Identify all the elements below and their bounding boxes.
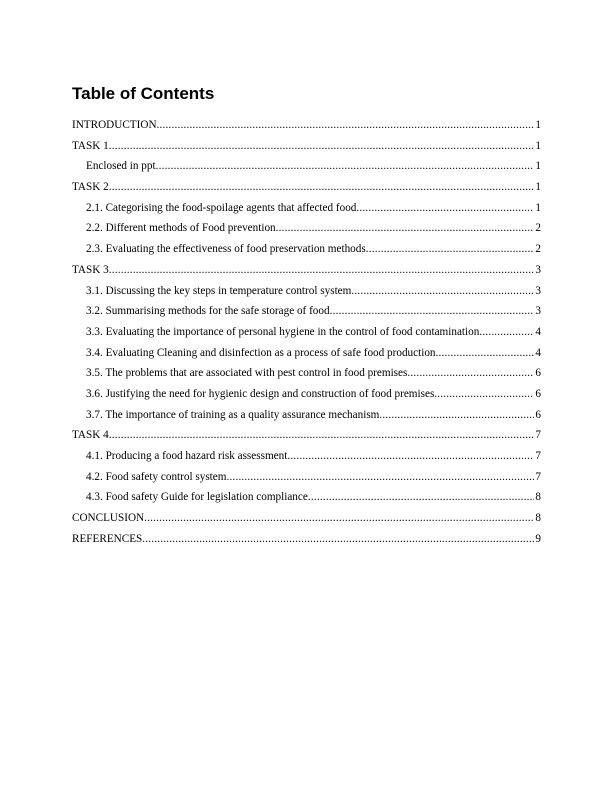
dot-leader: [407, 363, 534, 384]
toc-subentry[interactable]: [72, 301, 541, 322]
toc-entry-text: 4.1. Producing a food hazard risk assessment: [86, 450, 288, 462]
toc-page-number: 8: [535, 491, 541, 504]
toc-subentry[interactable]: [72, 156, 541, 177]
toc-entry[interactable]: [72, 508, 541, 529]
toc-page-number: 4: [535, 346, 541, 359]
toc-entry-text: INTRODUCTION: [72, 119, 157, 131]
toc-entry-text: REFERENCES: [72, 532, 143, 545]
dot-leader: [356, 198, 534, 219]
toc-entry-text: 3.2. Summarising methods for the safe storage of food: [86, 305, 330, 318]
dot-leader: [276, 218, 535, 239]
toc-entry-text: 3.6. Justifying the need for hygienic design and construction of food premises: [86, 387, 435, 400]
toc-entry-text: CONCLUSION: [72, 512, 145, 525]
toc-entry-text: 2.3. Evaluating the effectiveness of food preservation methods: [86, 243, 366, 256]
dot-leader: [109, 260, 535, 281]
toc-subentry[interactable]: [72, 343, 541, 364]
toc-subentry[interactable]: [72, 322, 541, 343]
toc-entry[interactable]: [72, 260, 541, 281]
toc-entry[interactable]: [72, 136, 541, 157]
toc-entry-text: TASK 1: [72, 139, 109, 152]
toc-page-number: 8: [535, 512, 541, 525]
toc-entry-text: 3.4. Evaluating Cleaning and disinfection as a process of safe food production: [86, 346, 436, 359]
toc-page-number: 6: [535, 408, 541, 421]
toc-entry-text: Enclosed in ppt: [86, 160, 156, 173]
toc-entry-text: TASK 2: [72, 181, 109, 194]
toc-page-number: 7: [535, 429, 541, 442]
toc-entry-text: 4.2. Food safety control system: [86, 470, 227, 483]
dot-leader: [156, 156, 535, 177]
toc-page-number: 3: [535, 263, 541, 276]
dot-leader: [109, 177, 535, 198]
toc-entry[interactable]: [72, 529, 541, 550]
toc-entry-text: 3.3. Evaluating the importance of personal hygiene in the control of food contamination: [86, 325, 480, 338]
toc-page-number: 1: [535, 201, 541, 214]
toc-entry[interactable]: [72, 177, 541, 198]
toc-subentry[interactable]: [72, 239, 541, 260]
toc-page-number: 2: [535, 222, 541, 235]
toc-page-number: 9: [535, 532, 541, 545]
dot-leader: [308, 487, 535, 508]
toc-page-number: 1: [535, 119, 541, 131]
toc-page-number: 4: [535, 325, 541, 338]
dot-leader: [109, 425, 535, 446]
toc-page-number: 1: [535, 181, 541, 194]
toc-entry-text: TASK 3: [72, 263, 109, 276]
toc-page-number: 6: [535, 367, 541, 380]
toc-entry-text: 4.3. Food safety Guide for legislation compliance: [86, 491, 308, 504]
toc-entry-text: 2.1. Categorising the food-spoilage agents that affected food: [86, 201, 357, 214]
toc-subentry[interactable]: [72, 198, 541, 219]
toc-entry[interactable]: [72, 425, 541, 446]
toc-subentry[interactable]: [72, 467, 541, 488]
toc-subentry[interactable]: [72, 281, 541, 302]
toc-entry-text: TASK 4: [72, 429, 109, 442]
toc-list: [72, 115, 541, 549]
toc-page-number: 7: [535, 470, 541, 483]
toc-subentry[interactable]: [72, 218, 541, 239]
dot-leader: [366, 239, 535, 260]
toc-title: Table of Contents: [72, 84, 215, 103]
toc-entry-text: 3.1. Discussing the key steps in temperature control system: [86, 284, 352, 297]
toc-subentry[interactable]: [72, 363, 541, 384]
dot-leader: [434, 384, 534, 405]
toc-page-number: 6: [535, 387, 541, 400]
toc-page-number: 1: [535, 160, 541, 173]
dot-leader: [144, 508, 534, 529]
dot-leader: [351, 281, 534, 302]
dot-leader: [330, 301, 535, 322]
toc-entry-text: 3.5. The problems that are associated with pest control in food premises: [86, 367, 408, 380]
dot-leader: [109, 136, 535, 157]
toc-subentry[interactable]: [72, 487, 541, 508]
toc-page-number: 3: [535, 284, 541, 297]
toc-page-number: 1: [535, 139, 541, 152]
dot-leader: [142, 529, 534, 550]
dot-leader: [436, 343, 535, 364]
toc-entry-text: 2.2. Different methods of Food prevention: [86, 222, 276, 235]
toc-page-number: 7: [535, 450, 541, 462]
dot-leader: [479, 322, 534, 343]
dot-leader: [157, 115, 535, 136]
toc-entry-text: 3.7. The importance of training as a quality assurance mechanism: [86, 408, 380, 421]
toc-subentry[interactable]: [72, 384, 541, 405]
dot-leader: [226, 467, 534, 488]
toc-subentry[interactable]: [72, 446, 541, 467]
dot-leader: [287, 446, 534, 467]
dot-leader: [379, 405, 534, 426]
toc-page-number: 3: [535, 305, 541, 318]
toc-subentry[interactable]: [72, 405, 541, 426]
toc-entry[interactable]: [72, 115, 541, 136]
toc-page-number: 2: [535, 243, 541, 256]
